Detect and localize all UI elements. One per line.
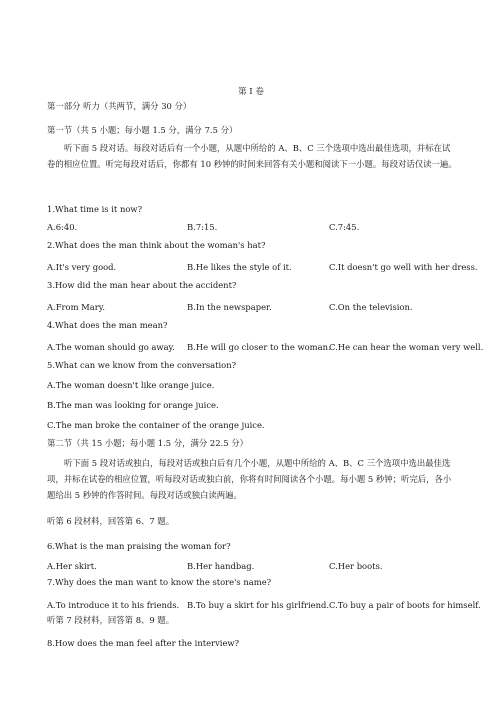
question-1: 1.What time is it now? [47, 204, 143, 214]
q6-option-b: B.Her handbag. [187, 561, 255, 571]
q6-option-c: C.Her boots. [329, 561, 383, 571]
q3-option-a: A.From Mary. [47, 302, 106, 312]
question-8: 8.How does the man feel after the interview? [47, 638, 240, 648]
section1-heading: 第一节（共 5 小题；每小题 1.5 分，满分 7.5 分） [47, 125, 238, 135]
q5-option-b: B.The man was looking for orange juice. [47, 400, 219, 410]
q2-option-c: C.It doesn't go well with her dress. [329, 262, 478, 272]
question-7: 7.Why does the man want to know the store's name? [47, 577, 272, 587]
q7-option-a: A.To introduce it to his friends. [47, 600, 180, 610]
question-3: 3.How did the man hear about the accident? [47, 280, 237, 290]
q1-option-c: C.7:45. [329, 222, 360, 232]
material-7-note: 听第 7 段材料，回答第 8、9 题。 [47, 615, 175, 625]
q7-option-c: C.To buy a pair of boots for himself. [329, 600, 481, 610]
q4-option-a: A.The woman should go away. [47, 342, 175, 352]
q2-option-b: B.He likes the style of it. [187, 262, 292, 272]
section2-heading: 第二节（共 15 小题；每小题 1.5 分，满分 22.5 分） [47, 438, 248, 448]
section2-instruction: 听下面 5 段对话或独白，每段对话或独白后有几个小题，从题中所给的 A、B、C 三个选项中选出最佳选项，并标在试卷的相应位置，听每段对话或独白前，你将有时间阅读各个小题。每小题 5 秒钟；听完后，各小题给出 5 秒钟的作答时间。每段对话或独白读两遍。 [47, 458, 452, 501]
q4-option-c: C.He can hear the woman very well. [329, 342, 484, 352]
q1-option-a: A.6:40. [47, 222, 78, 232]
q2-option-a: A.It's very good. [47, 262, 117, 272]
question-5: 5.What can we know from the conversation? [47, 360, 237, 370]
q3-option-c: C.On the television. [329, 302, 413, 312]
q1-option-b: B.7:15. [187, 222, 218, 232]
section1-instruction: 听下面 5 段对话。每段对话后有一个小题，从题中所给的 A、B、C 三个选项中选出最佳选项，并标在试卷的相应位置。听完每段对话后，你都有 10 秒钟的时间来回答有关小题和阅读下一小题。每段对话仅读一遍。 [47, 143, 457, 170]
question-2: 2.What does the man think about the woman's hat? [47, 240, 266, 250]
question-6: 6.What is the man praising the woman for? [47, 541, 231, 551]
page-title: 第 I 卷 [237, 87, 265, 97]
material-6-note: 听第 6 段材料，回答第 6、7 题。 [47, 516, 175, 526]
part1-heading: 第一部分 听力（共两节，满分 30 分） [47, 101, 192, 111]
question-4: 4.What does the man mean? [47, 320, 168, 330]
q5-option-c: C.The man broke the container of the orange juice. [47, 420, 265, 430]
q7-option-b: B.To buy a skirt for his girlfriend. [187, 600, 330, 610]
q4-option-b: B.He will go closer to the woman. [187, 342, 331, 352]
q6-option-a: A.Her skirt. [47, 561, 97, 571]
q5-option-a: A.The woman doesn't like orange juice. [47, 380, 215, 390]
q3-option-b: B.In the newspaper. [187, 302, 272, 312]
